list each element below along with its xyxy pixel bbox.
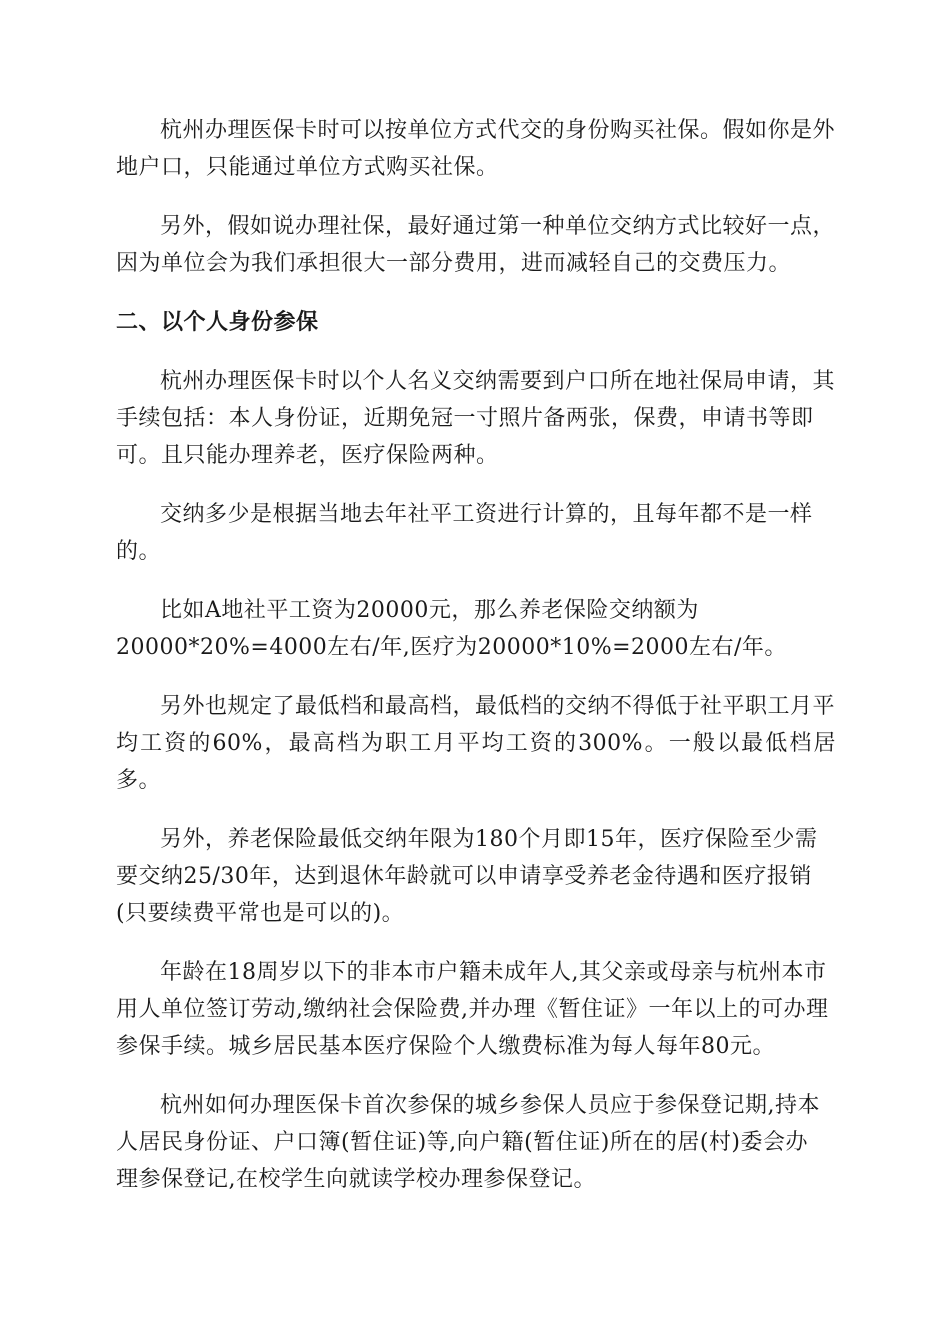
text-line: 杭州办理医保卡时以个人名义交纳需要到户口所在地社保局申请，其	[160, 369, 836, 394]
text-line: 因为单位会为我们承担很大一部分费用，进而减轻自己的交费压力。	[116, 251, 792, 276]
paragraph-personal-application	[116, 363, 836, 474]
section-heading	[116, 304, 836, 341]
text-line: 的。	[116, 539, 162, 564]
text-line: 交纳多少是根据当地去年社平工资进行计算的，且每年都不是一样	[160, 502, 813, 527]
document-body	[116, 112, 836, 1220]
paragraph-first-registration	[116, 1087, 836, 1198]
text-line: (只要续费平常也是可以的)。	[116, 901, 405, 926]
paragraph-unit-purchase	[116, 112, 836, 186]
text-line: 可。且只能办理养老，医疗保险两种。	[116, 443, 499, 468]
paragraph-payment-basis	[116, 496, 836, 570]
heading-text: 二、以个人身份参保	[116, 310, 319, 335]
text-line: 手续包括：本人身份证，近期免冠一寸照片备两张，保费，申请书等即	[116, 406, 814, 431]
text-line: 人居民身份证、户口簿(暂住证)等,向户籍(暂住证)所在的居(村)委会办	[116, 1130, 808, 1155]
text-line: 杭州如何办理医保卡首次参保的城乡参保人员应于参保登记期,持本	[160, 1093, 820, 1118]
paragraph-minors	[116, 954, 836, 1065]
text-line: 参保手续。城乡居民基本医疗保险个人缴费标准为每人每年80元。	[116, 1034, 775, 1059]
paragraph-example	[116, 592, 836, 666]
text-line: 理参保登记,在校学生向就读学校办理参保登记。	[116, 1167, 596, 1192]
text-line: 用人单位签订劳动,缴纳社会保险费,并办理《暂住证》一年以上的可办理	[116, 997, 829, 1022]
text-line: 另外也规定了最低档和最高档，最低档的交纳不得低于社平职工月平	[160, 694, 836, 719]
paragraph-unit-advice	[116, 208, 836, 282]
text-line: 另外，养老保险最低交纳年限为180个月即15年，医疗保险至少需	[160, 827, 818, 852]
text-line: 杭州办理医保卡时可以按单位方式代交的身份购买社保。假如你是外	[160, 118, 836, 143]
text-line: 另外，假如说办理社保，最好通过第一种单位交纳方式比较好一点，	[160, 214, 836, 239]
text-line: 要交纳25/30年，达到退休年龄就可以申请享受养老金待遇和医疗报销	[116, 864, 812, 889]
text-line: 20000*20%=4000左右/年,医疗为20000*10%=2000左右/年。	[116, 635, 787, 660]
text-line: 比如A地社平工资为20000元，那么养老保险交纳额为	[160, 598, 699, 623]
paragraph-min-max-tier	[116, 688, 836, 799]
text-line: 地户口，只能通过单位方式购买社保。	[116, 155, 499, 180]
text-line: 年龄在18周岁以下的非本市户籍未成年人,其父亲或母亲与杭州本市	[160, 960, 827, 985]
text-line: 均工资的60%，最高档为职工月平均工资的300%。一般以最低档居多。	[116, 731, 836, 793]
paragraph-minimum-years	[116, 821, 836, 932]
